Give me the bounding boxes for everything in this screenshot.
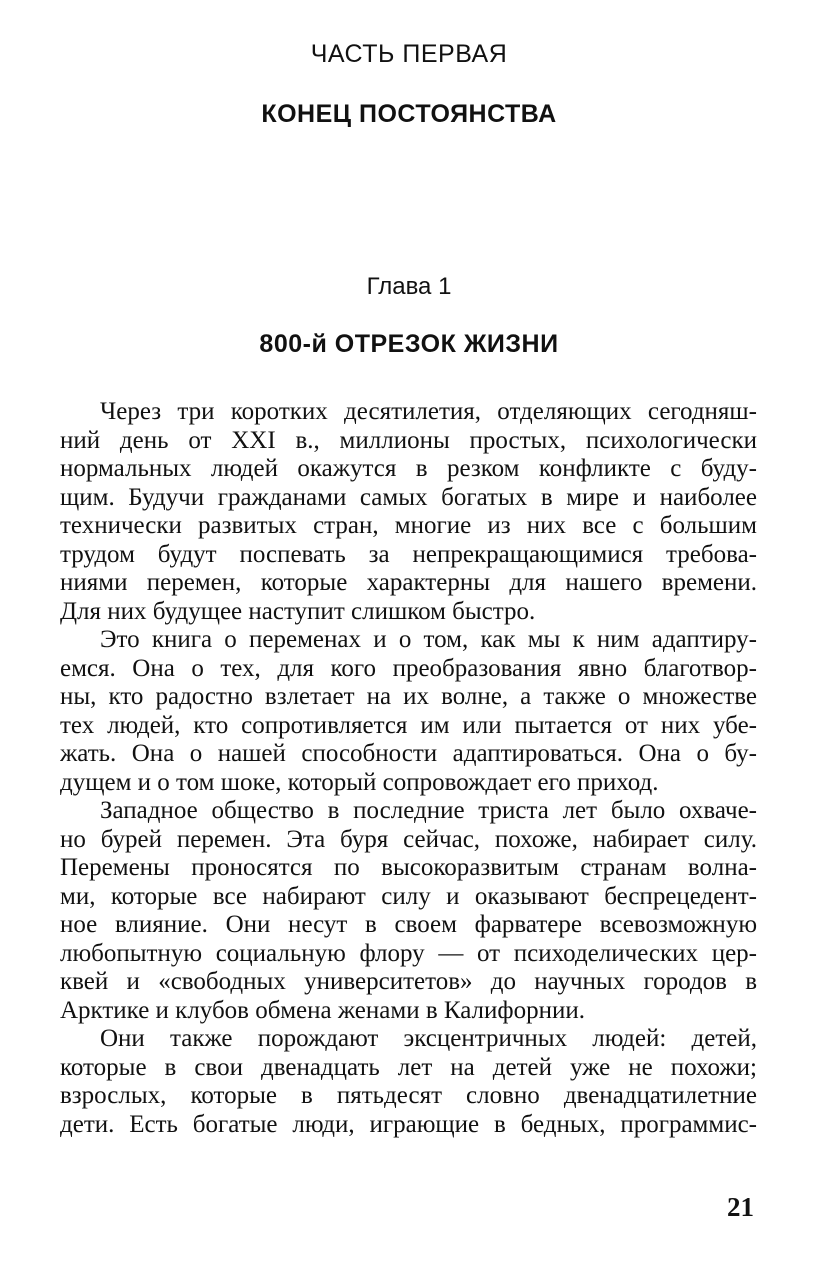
part-title: КОНЕЦ ПОСТОЯНСТВА (261, 100, 557, 128)
text-line: квей и «свободных университетов» до научных городов в (60, 968, 757, 995)
text-line: емся. Она о тех, для кого преобразования явно благотвор- (60, 654, 757, 682)
text-line: Через три коротких десятилетия, отделяющих сегодняш- (100, 398, 757, 425)
text-line: трудом будут поспевать за непрекращающимися требова- (60, 540, 757, 568)
text-line: нормальных людей окажутся в резком конфликте с буду- (60, 455, 757, 482)
text-line: взрослых, которые в пятьдесят словно двенадцатилетние (60, 1082, 757, 1109)
text-line: ми, которые все набирают силу и оказывают беспрецедент- (60, 882, 757, 910)
text-line: Это книга о переменах и о том, как мы к ним адаптиру- (100, 626, 757, 653)
text-line: дущем и о том шоке, который сопровождает его приход. (60, 768, 659, 796)
text-line: щим. Будучи гражданами самых богатых в мире и наиболее (60, 483, 757, 511)
text-line: Перемены проносятся по высокоразвитым странам волна- (60, 854, 757, 881)
text-line: ний день от XXI в., миллионы простых, психологически (60, 426, 757, 454)
text-line: тех людей, кто сопротивляется им или пытается от них убе- (60, 711, 757, 739)
text-line: любопытную социальную флору — от психоделических цер- (60, 939, 757, 967)
chapter-title: 800-й ОТРЕЗОК ЖИЗНИ (259, 330, 559, 358)
text-line: ниями перемен, которые характерны для нашего времени. (60, 569, 757, 596)
page-number: 21 (727, 1192, 754, 1222)
body-text (60, 398, 757, 1139)
text-line: технически развитых стран, многие из них все с большим (60, 512, 757, 539)
text-line: которые в свои двенадцать лет на детей уже не похожи; (60, 1053, 757, 1081)
text-line: Они также порождают эксцентричных людей: детей, (100, 1025, 757, 1052)
part-label: ЧАСТЬ ПЕРВАЯ (310, 40, 508, 68)
text-line: ны, кто радостно взлетает на их волне, а также о множестве (60, 683, 757, 710)
text-line: жать. Она о нашей способности адаптироваться. Она о бу- (60, 740, 757, 767)
text-line: Арктике и клубов обмена женами в Калифорнии. (60, 996, 585, 1024)
chapter-label: Глава 1 (366, 273, 452, 300)
text-line: Западное общество в последние триста лет было охваче- (100, 797, 757, 824)
text-line: но бурей перемен. Эта буря сейчас, похоже, набирает силу. (60, 825, 757, 853)
text-line: Для них будущее наступит слишком быстро. (60, 597, 536, 625)
text-line: дети. Есть богатые люди, играющие в бедных, программис- (60, 1110, 757, 1138)
text-line: ное влияние. Они несут в своем фарватере всевозможную (60, 911, 757, 938)
